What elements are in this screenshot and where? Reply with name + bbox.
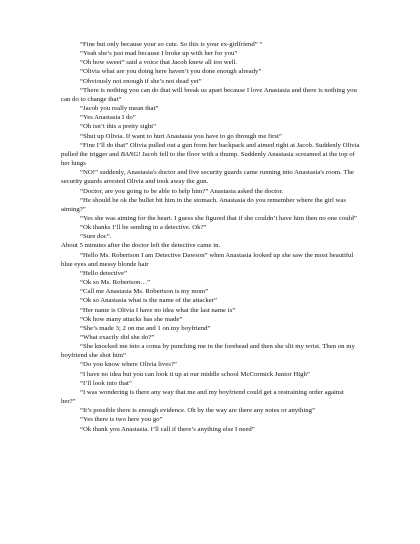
paragraph: About 5 minutes after the doctor left the detective came in. — [61, 242, 221, 250]
paragraph: “Hello Ms. Robertson I am Detective Dawson” when Anastasia looked up she saw the most beautiful blue eyes and messy blonde hair — [61, 251, 354, 268]
paragraph: “Ok so Anastasia what is the name of the attacker” — [80, 297, 218, 305]
paragraph: “Yes Anastasia I do” — [80, 114, 136, 122]
paragraph: “Doctor, are you going to be able to help him?” Anastasia asked the doctor. — [80, 187, 284, 195]
paragraph: “What exactly did she do?” — [80, 334, 155, 341]
paragraph: “Jacob you really mean that” — [80, 105, 159, 113]
paragraph: “Fine but only because your so cute. So this is your ex-girlfriend” “ — [80, 41, 263, 48]
paragraph: “He should be ok the bullet hit him in the stomach. Anastasia do you remember where the girl was aiming?” — [61, 196, 346, 213]
paragraph: “Oh how sweet” said a voice that Jacob knew all too well. — [80, 59, 238, 67]
paragraph: “Sure doc”. — [80, 233, 112, 241]
paragraph: “Do you know where Olivia lives?” — [80, 361, 177, 369]
paragraph: “She knocked me into a coma by punching me in the forehead and then she slit my wrist. Then on my boyfriend she shot him” — [61, 343, 355, 360]
paragraph: “Yes she was aiming for the heart. I guess she figured that if she couldn’t have him then no one could” — [80, 214, 357, 222]
paragraph-text: “Fine I’ll do that” Olivia pulled out a gun from her backpack and aimed right at Jacob. Suddenly Olivia pulled the trigger and — [61, 141, 360, 158]
paragraph: “I was wondering is there any way that me and my boyfriend could get a restraining order against her?” — [61, 388, 344, 406]
paragraph: “Call me Anastasia Ms. Robertson is my mom” — [80, 288, 209, 296]
paragraph: “Oh isn’t this a pretty sight” — [80, 123, 157, 131]
paragraph: “Ok thank you Anastasia. I’ll call if there’s anything else I need” — [80, 425, 255, 433]
paragraph: “Shut up Olivia. If want to hurt Anastasia you have to go through me first” — [80, 132, 282, 140]
paragraph: “Hello detective” — [80, 269, 128, 277]
paragraph: “Obviously not enough if she’s not dead yet” — [80, 77, 202, 85]
paragraph-text: Jacob fell to the floor with a thump. Suddenly Anastasia screamed at the top of her lungs — [61, 150, 355, 168]
paragraph: “I have no idea but you can look it up at our middle school McCormick Junior High” — [80, 370, 310, 378]
paragraph: “There is nothing you can do that will break us apart because I love Anastasia and there is nothing you can do to change that” — [61, 86, 357, 103]
paragraph: “It’s possible there is enough evidence. Oh by the way are there any notes or anything” — [80, 407, 316, 415]
paragraph: “Ok how many attacks has she made” — [80, 315, 183, 323]
paragraph: “Yeah she’s just mad because I broke up with her for you” — [80, 50, 238, 58]
paragraph: “She’s made 3; 2 on me and 1 on my boyfriend” — [80, 324, 211, 332]
paragraph: “Ok so Ms. Robertson…” — [80, 279, 151, 287]
paragraph: “Her name is Olivia I have no idea what the last name is” — [80, 306, 236, 314]
paragraph: “Yes there is two here you go” — [80, 416, 163, 424]
emphasis-text: BANG! — [120, 150, 141, 158]
paragraph: “Olivia what are you doing here haven’t you done enough already” — [80, 68, 262, 76]
paragraph — [61, 141, 360, 168]
paragraph: “Ok thanks I’ll be sending in a detective. Ok?” — [80, 224, 207, 232]
paragraph: “I’ll look into that” — [80, 379, 132, 387]
paragraph: “NO!” suddenly, Anastasia's doctor and five security guards came running into Anastasia's room. The security guards arrested Olivia and took away the gun. — [61, 169, 354, 186]
